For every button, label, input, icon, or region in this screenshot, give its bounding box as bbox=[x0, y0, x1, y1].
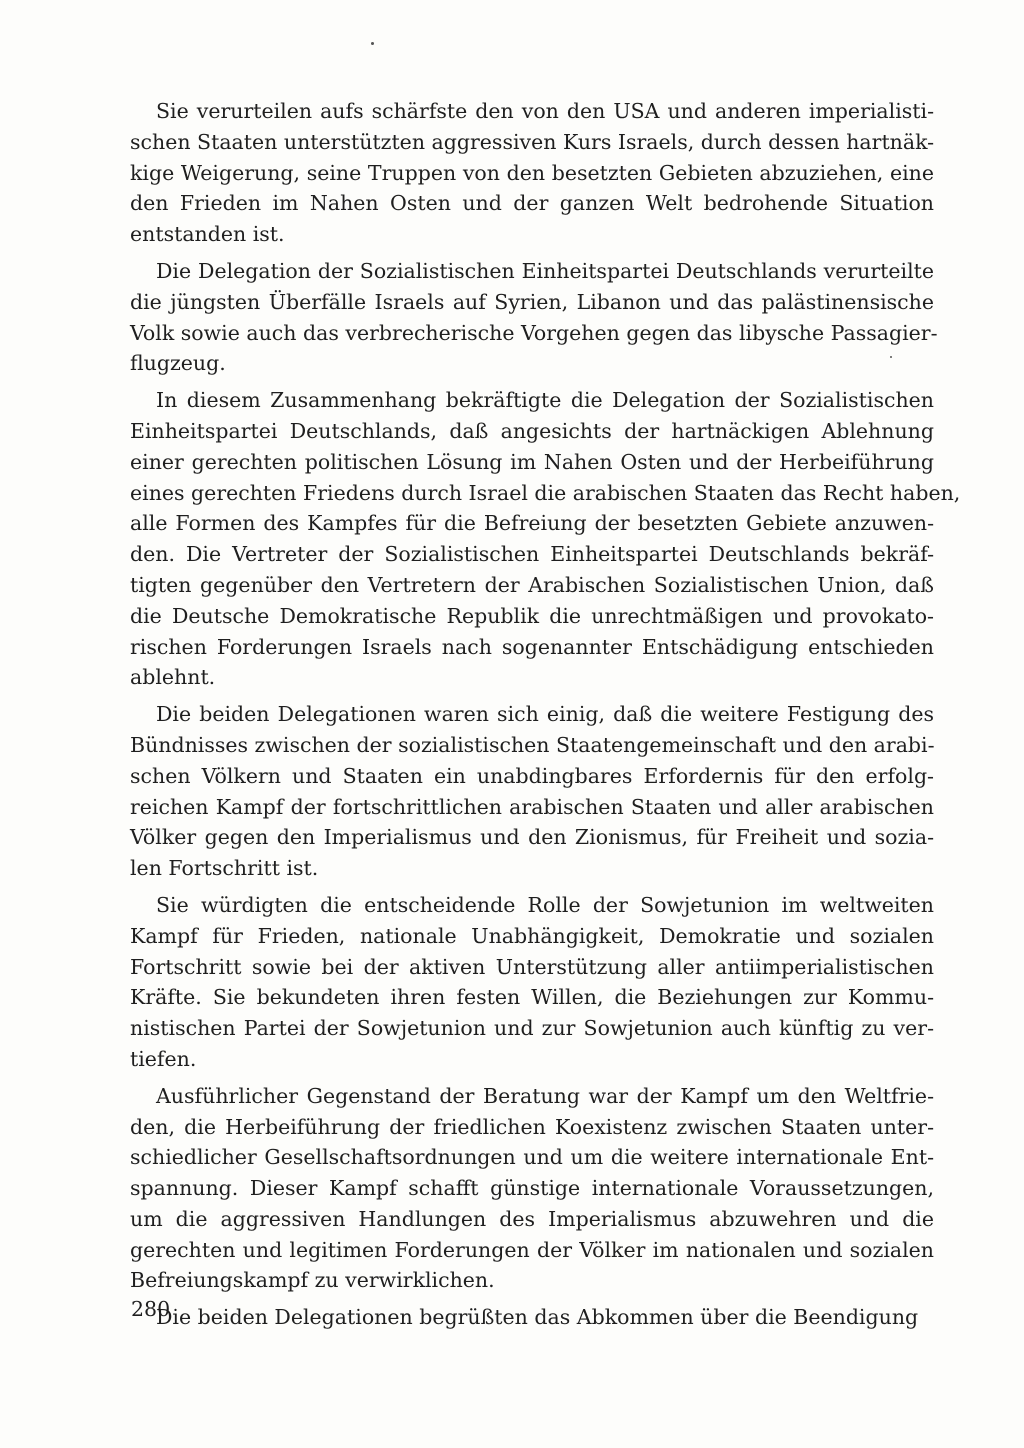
text-line: nistischen Partei der Sowjetunion und zur Sowjetunion auch künftig zu ver- bbox=[130, 1016, 934, 1041]
text-line: entstanden ist. bbox=[130, 222, 285, 247]
text-line: Kräfte. Sie bekundeten ihren festen Willen, die Beziehungen zur Kommu- bbox=[130, 985, 934, 1010]
text-line: um die aggressiven Handlungen des Imperialismus abzuwehren und die bbox=[130, 1206, 934, 1231]
text-line: reichen Kampf der fortschrittlichen arabischen Staaten und aller arabischen bbox=[130, 794, 934, 819]
paragraph bbox=[130, 385, 961, 693]
text-line: schen Staaten unterstützten aggressiven Kurs Israels, durch dessen hartnäk- bbox=[130, 129, 935, 154]
text-line: den. Die Vertreter der Sozialistischen Einheitspartei Deutschlands bekräf- bbox=[130, 542, 934, 567]
text-line: spannung. Dieser Kampf schafft günstige internationale Voraussetzungen, bbox=[130, 1176, 934, 1201]
paragraph bbox=[130, 1081, 934, 1297]
text-line: ablehnt. bbox=[130, 665, 216, 690]
text-line: kige Weigerung, seine Truppen von den besetzten Gebieten abzuziehen, eine bbox=[130, 160, 934, 185]
text-line: Volk sowie auch das verbrecherische Vorgehen gegen das libysche Passagier- bbox=[130, 320, 938, 345]
body-text bbox=[130, 96, 961, 1339]
text-line: Bündnisses zwischen der sozialistischen Staatengemeinschaft und den arabi- bbox=[130, 732, 935, 757]
text-line: tiefen. bbox=[130, 1046, 197, 1071]
paragraph bbox=[130, 890, 934, 1075]
text-line: schiedlicher Gesellschaftsordnungen und um die weitere internationale Ent- bbox=[130, 1145, 934, 1170]
text-line: Völker gegen den Imperialismus und den Zionismus, für Freiheit und sozia- bbox=[130, 825, 934, 850]
text-line: Die beiden Delegationen begrüßten das Abkommen über die Beendigung bbox=[156, 1305, 919, 1330]
paragraph bbox=[130, 699, 934, 884]
scan-speck bbox=[371, 42, 374, 45]
text-line: die Deutsche Demokratische Republik die unrechtmäßigen und provokato- bbox=[130, 603, 934, 628]
text-line: tigten gegenüber den Vertretern der Arabischen Sozialistischen Union, daß bbox=[130, 572, 934, 597]
text-line: den, die Herbeiführung der friedlichen Koexistenz zwischen Staaten unter- bbox=[130, 1114, 934, 1139]
text-line: Befreiungskampf zu verwirklichen. bbox=[130, 1268, 495, 1293]
text-line: len Fortschritt ist. bbox=[130, 856, 319, 881]
text-line: einer gerechten politischen Lösung im Nahen Osten und der Herbeiführung bbox=[130, 449, 934, 474]
text-line: Fortschritt sowie bei der aktiven Unterstützung aller antiimperialistischen bbox=[130, 954, 934, 979]
text-line: schen Völkern und Staaten ein unabdingbares Erfordernis für den erfolg- bbox=[130, 763, 934, 788]
text-line: alle Formen des Kampfes für die Befreiung der besetzten Gebiete anzuwen- bbox=[130, 511, 934, 536]
text-line: Ausführlicher Gegenstand der Beratung war der Kampf um den Weltfrie- bbox=[156, 1083, 934, 1108]
text-line: eines gerechten Friedens durch Israel die arabischen Staaten das Recht haben, bbox=[130, 480, 961, 505]
text-line: Kampf für Frieden, nationale Unabhängigkeit, Demokratie und sozialen bbox=[130, 923, 934, 948]
text-line: Sie würdigten die entscheidende Rolle der Sowjetunion im weltweiten bbox=[156, 892, 934, 917]
paragraph bbox=[130, 1302, 934, 1333]
paragraph bbox=[130, 96, 934, 250]
text-line: Einheitspartei Deutschlands, daß angesichts der hartnäckigen Ablehnung bbox=[130, 418, 934, 443]
text-line: flugzeug. bbox=[130, 351, 226, 376]
paragraph bbox=[130, 256, 938, 379]
text-line: rischen Forderungen Israels nach sogenannter Entschädigung entschieden bbox=[130, 634, 934, 659]
text-line: In diesem Zusammenhang bekräftigte die Delegation der Sozialistischen bbox=[156, 388, 934, 413]
page-number: 280 bbox=[131, 1297, 171, 1321]
text-line: gerechten und legitimen Forderungen der Völker im nationalen und sozialen bbox=[130, 1237, 934, 1262]
text-line: den Frieden im Nahen Osten und der ganzen Welt bedrohende Situation bbox=[130, 191, 934, 216]
text-line: Die Delegation der Sozialistischen Einheitspartei Deutschlands verurteilte bbox=[156, 258, 934, 283]
text-line: Die beiden Delegationen waren sich einig, daß die weitere Festigung des bbox=[156, 702, 934, 727]
text-line: Sie verurteilen aufs schärfste den von den USA und anderen imperialisti- bbox=[156, 99, 934, 123]
text-line: die jüngsten Überfälle Israels auf Syrien, Libanon und das palästinensische bbox=[130, 289, 934, 314]
